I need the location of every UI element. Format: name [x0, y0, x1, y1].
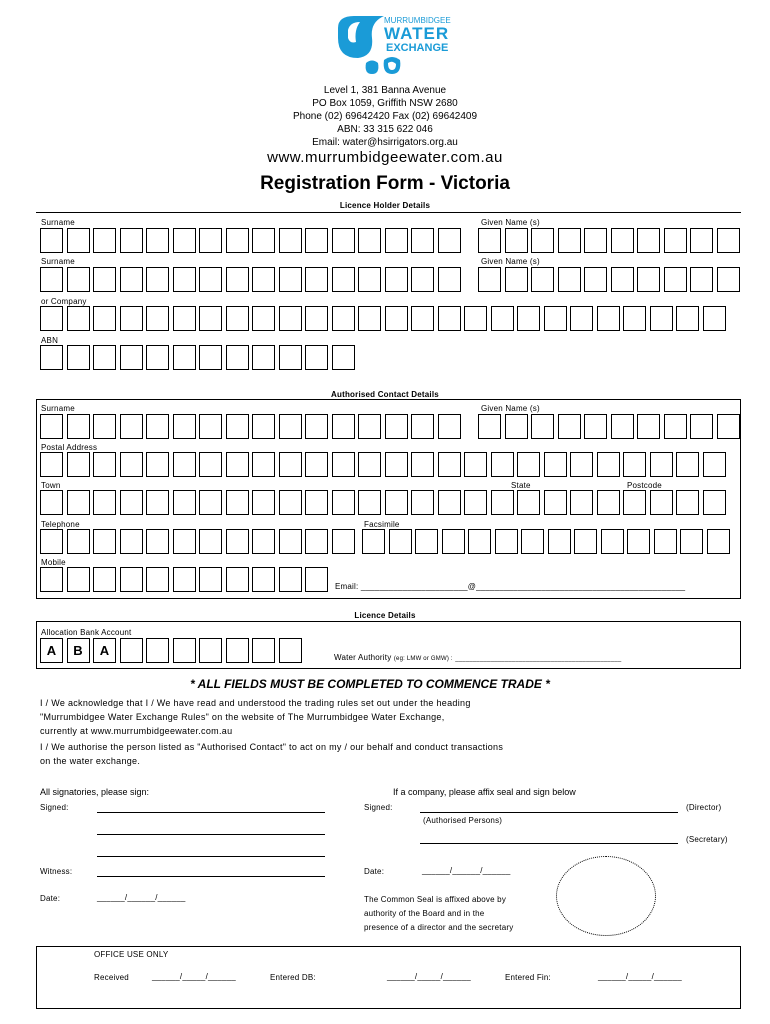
- char-box[interactable]: [464, 490, 487, 515]
- char-box[interactable]: [199, 228, 222, 253]
- char-box[interactable]: [464, 452, 487, 477]
- char-box[interactable]: [584, 414, 607, 439]
- char-box[interactable]: [680, 529, 703, 554]
- seal-line: The Common Seal is affixed above by: [364, 895, 507, 904]
- char-box[interactable]: [650, 306, 673, 331]
- char-box[interactable]: [173, 567, 196, 592]
- char-box[interactable]: [358, 228, 381, 253]
- authority-hint: (eg: LMW or GMW) :: [393, 656, 453, 662]
- char-box[interactable]: [332, 414, 355, 439]
- char-box[interactable]: [146, 529, 169, 554]
- char-box[interactable]: [707, 529, 730, 554]
- char-box[interactable]: [478, 267, 501, 292]
- char-box[interactable]: [252, 345, 275, 370]
- char-box[interactable]: [199, 414, 222, 439]
- char-box[interactable]: [690, 228, 713, 253]
- char-box[interactable]: [279, 345, 302, 370]
- char-box[interactable]: [468, 529, 491, 554]
- char-box[interactable]: [67, 306, 90, 331]
- seal-line: presence of a director and the secretary: [364, 923, 514, 932]
- char-box[interactable]: [332, 529, 355, 554]
- char-box[interactable]: [574, 529, 597, 554]
- char-box[interactable]: [717, 267, 740, 292]
- char-box[interactable]: [93, 452, 116, 477]
- char-box[interactable]: [146, 452, 169, 477]
- ack-line: I / We acknowledge that I / We have read and understood the trading rules set out under the heading: [40, 698, 471, 708]
- address-line: Email: water@hsirrigators.org.au: [312, 137, 458, 148]
- char-box[interactable]: [67, 414, 90, 439]
- char-box[interactable]: [664, 414, 687, 439]
- char-box[interactable]: [199, 452, 222, 477]
- char-box[interactable]: [146, 345, 169, 370]
- mobile-label: Mobile: [41, 558, 66, 567]
- company-label: or Company: [41, 297, 87, 306]
- char-box[interactable]: [690, 267, 713, 292]
- char-box[interactable]: [146, 414, 169, 439]
- char-box[interactable]: [332, 490, 355, 515]
- char-box[interactable]: [627, 529, 650, 554]
- logo-line2: WATER: [384, 24, 450, 43]
- char-box[interactable]: [558, 228, 581, 253]
- surname-label: Surname: [41, 218, 75, 227]
- char-box[interactable]: [252, 529, 275, 554]
- logo: [328, 8, 458, 78]
- char-box[interactable]: [120, 529, 143, 554]
- char-box[interactable]: [558, 414, 581, 439]
- char-box[interactable]: [438, 490, 461, 515]
- char-box[interactable]: [676, 452, 699, 477]
- char-box[interactable]: [611, 414, 634, 439]
- char-box[interactable]: [120, 567, 143, 592]
- char-box[interactable]: [305, 567, 328, 592]
- char-box[interactable]: [252, 228, 275, 253]
- char-box[interactable]: [146, 638, 169, 663]
- char-box[interactable]: [199, 490, 222, 515]
- char-box[interactable]: [305, 267, 328, 292]
- char-box[interactable]: [305, 345, 328, 370]
- char-box[interactable]: [548, 529, 571, 554]
- signature-line[interactable]: [97, 856, 325, 857]
- char-box[interactable]: [146, 306, 169, 331]
- char-box[interactable]: [305, 414, 328, 439]
- char-box[interactable]: [279, 529, 302, 554]
- char-box[interactable]: [226, 228, 249, 253]
- char-box[interactable]: [517, 306, 540, 331]
- char-box[interactable]: [505, 267, 528, 292]
- char-box[interactable]: [517, 452, 540, 477]
- char-box[interactable]: [650, 490, 673, 515]
- notice: * ALL FIELDS MUST BE COMPLETED TO COMMENCE TRADE *: [190, 677, 550, 691]
- char-box[interactable]: [305, 452, 328, 477]
- char-box[interactable]: [120, 452, 143, 477]
- postcode-label: Postcode: [627, 481, 662, 490]
- address-line: ABN: 33 315 622 046: [337, 124, 433, 135]
- char-box[interactable]: [464, 306, 487, 331]
- given-name-label: Given Name (s): [481, 257, 540, 266]
- char-box[interactable]: [411, 306, 434, 331]
- given-name-label: Given Name (s): [481, 218, 540, 227]
- char-box[interactable]: [495, 529, 518, 554]
- char-box[interactable]: [438, 452, 461, 477]
- char-box[interactable]: [67, 267, 90, 292]
- char-box[interactable]: [521, 529, 544, 554]
- auth-line: I / We authorise the person listed as "Authorised Contact" to act on my / our behalf and conduct transactions: [40, 742, 504, 752]
- char-box[interactable]: [120, 490, 143, 515]
- authority-line: _______________________________________________: [455, 656, 622, 662]
- char-box[interactable]: [173, 267, 196, 292]
- char-box[interactable]: [570, 306, 593, 331]
- char-box[interactable]: [664, 228, 687, 253]
- received-label: Received: [94, 973, 129, 982]
- signature-line[interactable]: [97, 834, 325, 835]
- char-box[interactable]: [93, 414, 116, 439]
- address: [0, 84, 770, 149]
- char-box[interactable]: [637, 267, 660, 292]
- secretary-label: (Secretary): [686, 835, 728, 844]
- seal-line: authority of the Board and in the: [364, 909, 485, 918]
- char-box[interactable]: [597, 490, 620, 515]
- char-box[interactable]: [252, 306, 275, 331]
- char-box[interactable]: [385, 228, 408, 253]
- char-box[interactable]: [411, 490, 434, 515]
- char-box[interactable]: [226, 638, 249, 663]
- char-box[interactable]: [584, 228, 607, 253]
- char-box[interactable]: [438, 306, 461, 331]
- char-box[interactable]: [637, 228, 660, 253]
- char-box[interactable]: [703, 490, 726, 515]
- char-box[interactable]: [120, 306, 143, 331]
- char-box[interactable]: [40, 306, 63, 331]
- char-box[interactable]: B: [67, 638, 90, 663]
- char-box[interactable]: [93, 490, 116, 515]
- char-box[interactable]: [332, 267, 355, 292]
- char-box[interactable]: [173, 529, 196, 554]
- date-field[interactable]: ______/______/______: [97, 893, 186, 902]
- char-box[interactable]: [385, 490, 408, 515]
- char-box[interactable]: [146, 267, 169, 292]
- char-box[interactable]: [173, 228, 196, 253]
- char-box[interactable]: [703, 452, 726, 477]
- facsimile-label: Facsimile: [364, 520, 400, 529]
- char-box[interactable]: [67, 490, 90, 515]
- char-box[interactable]: [93, 267, 116, 292]
- char-box[interactable]: [305, 306, 328, 331]
- char-box[interactable]: [173, 306, 196, 331]
- address-line: Level 1, 381 Banna Avenue: [323, 85, 447, 96]
- char-box[interactable]: [279, 228, 302, 253]
- char-box[interactable]: [358, 267, 381, 292]
- char-box[interactable]: [362, 529, 385, 554]
- char-box[interactable]: [717, 228, 740, 253]
- char-box[interactable]: [199, 345, 222, 370]
- char-box[interactable]: [120, 638, 143, 663]
- char-box[interactable]: [531, 414, 554, 439]
- char-box[interactable]: [93, 306, 116, 331]
- char-box[interactable]: [279, 414, 302, 439]
- authorisation: [40, 740, 503, 768]
- char-box[interactable]: [199, 267, 222, 292]
- director-label: (Director): [686, 803, 722, 812]
- char-box[interactable]: [623, 306, 646, 331]
- char-box[interactable]: [411, 228, 434, 253]
- char-box[interactable]: [438, 228, 461, 253]
- ack-line: "Murrumbidgee Water Exchange Rules" on the website of The Murrumbidgee Water Exchange,: [40, 712, 445, 722]
- char-box[interactable]: [40, 529, 63, 554]
- section-heading: Licence Holder Details: [339, 201, 431, 210]
- char-box[interactable]: [544, 452, 567, 477]
- char-box[interactable]: [544, 306, 567, 331]
- char-box[interactable]: [67, 529, 90, 554]
- signature-line[interactable]: [97, 812, 325, 813]
- page-title: Registration Form - Victoria: [260, 173, 510, 194]
- signed-label: Signed:: [364, 803, 393, 812]
- authorised-persons-label: (Authorised Persons): [423, 816, 503, 825]
- char-box[interactable]: [173, 638, 196, 663]
- char-box[interactable]: [120, 267, 143, 292]
- char-box[interactable]: [199, 529, 222, 554]
- char-box[interactable]: [146, 490, 169, 515]
- char-box[interactable]: [584, 267, 607, 292]
- char-box[interactable]: [478, 228, 501, 253]
- char-box[interactable]: [664, 267, 687, 292]
- section-heading: Licence Details: [354, 611, 416, 620]
- char-box[interactable]: [358, 452, 381, 477]
- char-box[interactable]: [558, 267, 581, 292]
- char-box[interactable]: [531, 267, 554, 292]
- entered-db-field[interactable]: ______/_____/______: [387, 972, 471, 981]
- char-box[interactable]: [40, 490, 63, 515]
- char-box[interactable]: [358, 306, 381, 331]
- char-box[interactable]: [385, 452, 408, 477]
- received-field[interactable]: ______/_____/______: [152, 972, 236, 981]
- entered-fin-label: Entered Fin:: [505, 973, 551, 982]
- logo-line3: EXCHANGE: [386, 42, 449, 54]
- char-box[interactable]: [637, 414, 660, 439]
- char-box[interactable]: [517, 490, 540, 515]
- char-box[interactable]: [199, 638, 222, 663]
- char-box[interactable]: [611, 267, 634, 292]
- char-box[interactable]: [226, 529, 249, 554]
- char-box[interactable]: [438, 414, 461, 439]
- char-box[interactable]: [623, 490, 646, 515]
- char-box[interactable]: [279, 452, 302, 477]
- date-label: Date:: [40, 894, 61, 903]
- char-box[interactable]: [40, 414, 63, 439]
- char-box[interactable]: [332, 306, 355, 331]
- signed-label: Signed:: [40, 803, 69, 812]
- char-box[interactable]: [717, 414, 740, 439]
- ack-line: currently at www.murrumbidgeewater.com.au: [40, 726, 233, 736]
- char-box[interactable]: [93, 567, 116, 592]
- char-box[interactable]: [601, 529, 624, 554]
- char-box[interactable]: [279, 638, 302, 663]
- witness-label: Witness:: [40, 867, 73, 876]
- char-box[interactable]: [252, 414, 275, 439]
- char-box[interactable]: [478, 414, 501, 439]
- char-box[interactable]: [279, 306, 302, 331]
- char-box[interactable]: [93, 345, 116, 370]
- char-box[interactable]: [676, 490, 699, 515]
- char-box[interactable]: [226, 490, 249, 515]
- char-box[interactable]: [597, 452, 620, 477]
- abn-label: ABN: [41, 336, 59, 345]
- char-box[interactable]: [40, 567, 63, 592]
- char-box[interactable]: [40, 267, 63, 292]
- char-box[interactable]: [252, 638, 275, 663]
- entered-fin-field[interactable]: ______/_____/______: [598, 972, 682, 981]
- char-box[interactable]: [252, 452, 275, 477]
- allocation-label: Allocation Bank Account: [41, 628, 132, 637]
- char-box[interactable]: [93, 228, 116, 253]
- char-box[interactable]: [120, 228, 143, 253]
- char-box[interactable]: [442, 529, 465, 554]
- char-box[interactable]: [173, 490, 196, 515]
- char-box[interactable]: [415, 529, 438, 554]
- char-box[interactable]: [385, 414, 408, 439]
- char-box[interactable]: [385, 306, 408, 331]
- char-box[interactable]: A: [40, 638, 63, 663]
- char-box[interactable]: [67, 452, 90, 477]
- char-box[interactable]: [226, 452, 249, 477]
- company-seal-note: If a company, please affix seal and sign below: [393, 787, 576, 797]
- char-box[interactable]: [332, 452, 355, 477]
- email-field[interactable]: Email: _______________________@_____________________________________________: [335, 582, 686, 591]
- state-label: State: [511, 481, 531, 490]
- char-box[interactable]: [120, 345, 143, 370]
- char-box[interactable]: [93, 529, 116, 554]
- char-box[interactable]: [279, 490, 302, 515]
- date-label: Date:: [364, 867, 385, 876]
- char-box[interactable]: [173, 452, 196, 477]
- char-box[interactable]: [279, 567, 302, 592]
- char-box[interactable]: [305, 228, 328, 253]
- acknowledgement: [40, 696, 471, 738]
- char-box[interactable]: [305, 529, 328, 554]
- char-box[interactable]: [505, 228, 528, 253]
- char-box[interactable]: [146, 567, 169, 592]
- char-box[interactable]: [531, 228, 554, 253]
- char-box[interactable]: [358, 414, 381, 439]
- char-box[interactable]: [173, 414, 196, 439]
- char-box[interactable]: [505, 414, 528, 439]
- char-box[interactable]: [411, 414, 434, 439]
- char-box[interactable]: [279, 267, 302, 292]
- town-label: Town: [41, 481, 61, 490]
- char-box[interactable]: [491, 490, 514, 515]
- char-box[interactable]: [491, 452, 514, 477]
- char-box[interactable]: [120, 414, 143, 439]
- char-box[interactable]: [173, 345, 196, 370]
- char-box[interactable]: [226, 345, 249, 370]
- char-box[interactable]: [389, 529, 412, 554]
- char-box[interactable]: [226, 306, 249, 331]
- date-field[interactable]: ______/______/______: [422, 866, 511, 875]
- seal-circle[interactable]: [556, 856, 656, 936]
- char-box[interactable]: [305, 490, 328, 515]
- char-box[interactable]: [199, 306, 222, 331]
- char-box[interactable]: [597, 306, 620, 331]
- surname-label: Surname: [41, 257, 75, 266]
- char-box[interactable]: [676, 306, 699, 331]
- char-box[interactable]: [199, 567, 222, 592]
- authority-label: Water Authority: [334, 653, 392, 662]
- secretary-signature-line[interactable]: [420, 843, 678, 844]
- char-box[interactable]: A: [93, 638, 116, 663]
- char-box[interactable]: [385, 267, 408, 292]
- section-heading: Authorised Contact Details: [331, 390, 439, 399]
- char-box[interactable]: [650, 452, 673, 477]
- char-box[interactable]: [438, 267, 461, 292]
- char-box[interactable]: [226, 567, 249, 592]
- char-box[interactable]: [226, 414, 249, 439]
- char-box[interactable]: [146, 228, 169, 253]
- entered-db-label: Entered DB:: [270, 973, 316, 982]
- char-box[interactable]: [611, 228, 634, 253]
- seal-statement: [364, 893, 513, 935]
- char-box[interactable]: [67, 345, 90, 370]
- char-box[interactable]: [411, 452, 434, 477]
- char-box[interactable]: [67, 567, 90, 592]
- char-box[interactable]: [252, 567, 275, 592]
- director-signature-line[interactable]: [420, 812, 678, 813]
- char-box[interactable]: [654, 529, 677, 554]
- logo-line1: MURRUMBIDGEE: [384, 16, 451, 25]
- telephone-label: Telephone: [41, 520, 80, 529]
- address-line: PO Box 1059, Griffith NSW 2680: [312, 98, 458, 109]
- given-name-label: Given Name (s): [481, 404, 540, 413]
- char-box[interactable]: [40, 452, 63, 477]
- auth-line: on the water exchange.: [40, 756, 141, 766]
- surname-label: Surname: [41, 404, 75, 413]
- all-signatories: All signatories, please sign:: [40, 787, 150, 797]
- char-box[interactable]: [544, 490, 567, 515]
- char-box[interactable]: [226, 267, 249, 292]
- char-box[interactable]: [703, 306, 726, 331]
- char-box[interactable]: [358, 490, 381, 515]
- address-line: Phone (02) 69642420 Fax (02) 69642409: [292, 111, 478, 122]
- char-box[interactable]: [252, 490, 275, 515]
- postal-label: Postal Address: [41, 443, 98, 452]
- char-box[interactable]: [40, 345, 63, 370]
- witness-line[interactable]: [97, 876, 325, 877]
- office-use-heading: OFFICE USE ONLY: [94, 950, 169, 959]
- char-box[interactable]: [67, 228, 90, 253]
- water-authority-field[interactable]: [334, 653, 621, 662]
- char-box[interactable]: [570, 452, 593, 477]
- char-box[interactable]: [252, 267, 275, 292]
- char-box[interactable]: [690, 414, 713, 439]
- char-box[interactable]: [332, 228, 355, 253]
- char-box[interactable]: [570, 490, 593, 515]
- website: www.murrumbidgeewater.com.au: [267, 149, 503, 166]
- char-box[interactable]: [411, 267, 434, 292]
- char-box[interactable]: [332, 345, 355, 370]
- char-box[interactable]: [623, 452, 646, 477]
- char-box[interactable]: [40, 228, 63, 253]
- char-box[interactable]: [491, 306, 514, 331]
